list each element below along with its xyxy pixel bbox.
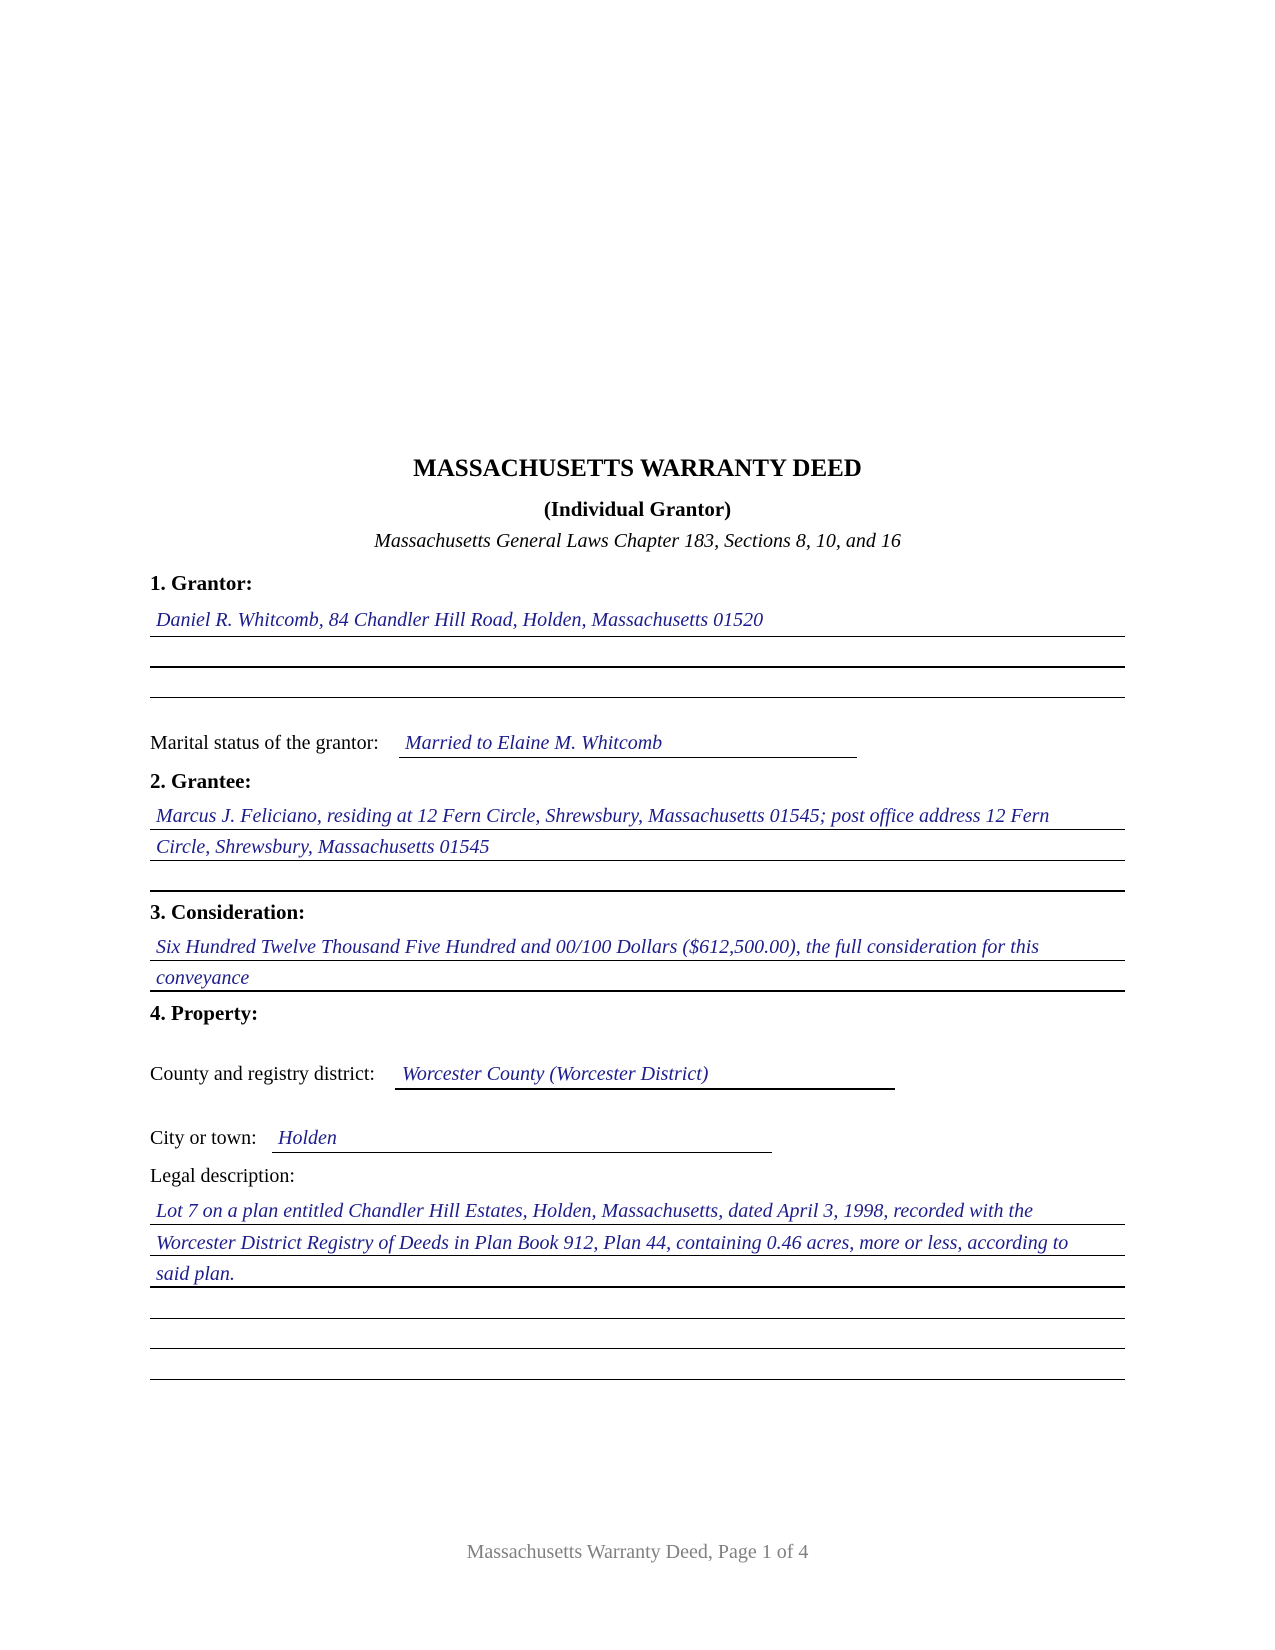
- grantee-heading: 2. Grantee:: [150, 769, 252, 793]
- consideration-line-2: [150, 990, 1125, 992]
- marital-status-value[interactable]: Married to Elaine M. Whitcomb: [405, 732, 663, 754]
- marital-status-line: [399, 757, 857, 758]
- grantee-line-3: [150, 890, 1125, 892]
- consideration-heading: 3. Consideration:: [150, 900, 306, 924]
- county-label: County and registry district:: [150, 1063, 375, 1085]
- grantee-line-1: [150, 829, 1125, 830]
- grantor-heading: 1. Grantor:: [150, 571, 253, 595]
- grantee-value-line-2[interactable]: Circle, Shrewsbury, Massachusetts 01545: [156, 836, 490, 858]
- legal-rule-4: [150, 1318, 1125, 1319]
- legal-rule-5: [150, 1348, 1125, 1349]
- grantor-line-1: [150, 636, 1125, 637]
- page-footer: Massachusetts Warranty Deed, Page 1 of 4: [466, 1541, 809, 1563]
- document-title: MASSACHUSETTS WARRANTY DEED: [413, 455, 862, 482]
- grantee-line-2: [150, 860, 1125, 861]
- town-label: City or town:: [150, 1127, 257, 1149]
- grantee-value-line-1[interactable]: Marcus J. Feliciano, residing at 12 Fern Circle, Shrewsbury, Massachusetts 01545; post office address 12 Fern: [156, 805, 1050, 827]
- marital-status-label: Marital status of the grantor:: [150, 732, 379, 754]
- legal-rule-1: [150, 1224, 1125, 1225]
- consideration-value-line-2[interactable]: conveyance: [156, 967, 250, 989]
- grantor-line-2: [150, 666, 1125, 668]
- legal-description-line-1[interactable]: Lot 7 on a plan entitled Chandler Hill Estates, Holden, Massachusetts, dated April 3, 1998, recorded with the: [156, 1200, 1033, 1222]
- consideration-line-1: [150, 960, 1125, 961]
- town-line: [272, 1152, 772, 1153]
- grantor-line-3: [150, 697, 1125, 698]
- legal-description-line-2[interactable]: Worcester District Registry of Deeds in Plan Book 912, Plan 44, containing 0.46 acres, more or less, according to: [156, 1232, 1069, 1254]
- grantor-value[interactable]: Daniel R. Whitcomb, 84 Chandler Hill Road, Holden, Massachusetts 01520: [156, 609, 764, 631]
- statute-reference: Massachusetts General Laws Chapter 183, Sections 8, 10, and 16: [374, 530, 901, 552]
- property-heading: 4. Property:: [150, 1001, 259, 1025]
- county-line: [395, 1088, 895, 1090]
- legal-description-label: Legal description:: [150, 1165, 295, 1187]
- town-value[interactable]: Holden: [278, 1127, 337, 1149]
- county-value[interactable]: Worcester County (Worcester District): [402, 1063, 709, 1085]
- legal-rule-3: [150, 1286, 1125, 1288]
- document-subtitle: (Individual Grantor): [543, 497, 732, 521]
- legal-description-line-3[interactable]: said plan.: [156, 1263, 235, 1285]
- legal-rule-2: [150, 1255, 1125, 1256]
- legal-rule-6: [150, 1379, 1125, 1380]
- consideration-value-line-1[interactable]: Six Hundred Twelve Thousand Five Hundred and 00/100 Dollars ($612,500.00), the full consideration for this: [156, 936, 1040, 958]
